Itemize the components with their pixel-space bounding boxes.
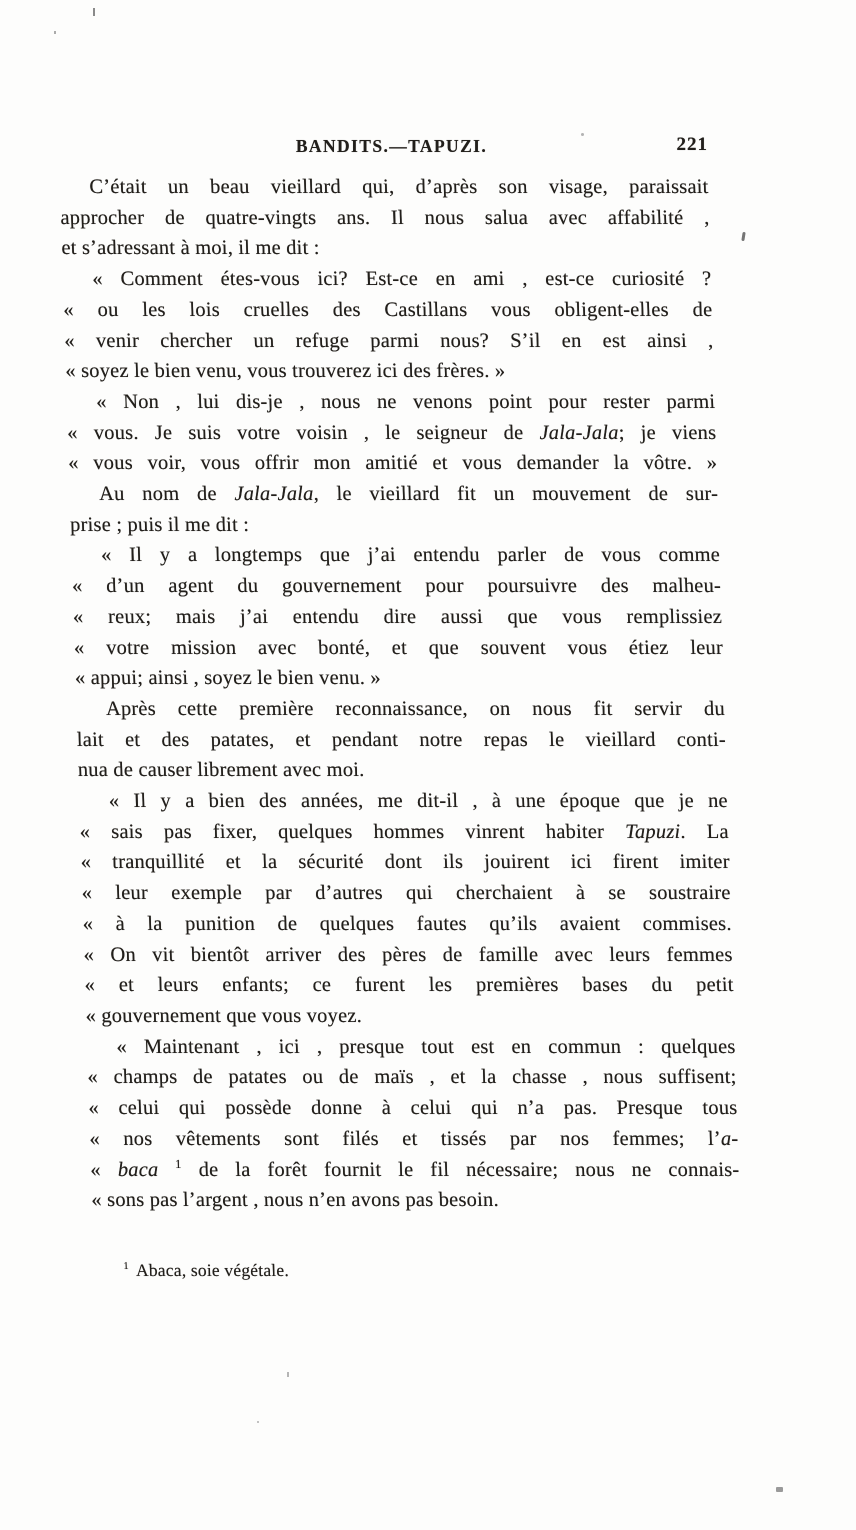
text-segment: « Maintenant , ici , presque tout est en commun : quelques bbox=[116, 1035, 736, 1058]
footnote-text: Abaca, soie végétale. bbox=[135, 1259, 290, 1280]
text-segment: « à la punition de quelques fautes qu’ils avaient commises. bbox=[82, 912, 732, 935]
text-line bbox=[59, 172, 709, 203]
text-segment: « tranquillité et la sécurité dont ils jouirent ici firent imiter bbox=[80, 851, 731, 874]
text-line bbox=[85, 1001, 735, 1032]
text-segment: « celui qui possède donne à celui qui n’a pas. Presque tous bbox=[88, 1097, 738, 1120]
text-line bbox=[64, 326, 714, 357]
text-line bbox=[67, 418, 717, 449]
text-line bbox=[83, 940, 733, 971]
text-segment: lait et des patates, et pendant notre repas le vieillard conti- bbox=[76, 728, 727, 751]
scan-speck bbox=[581, 133, 584, 136]
text-segment: « nos vêtements sont filés et tissés par nos femmes; l’ bbox=[89, 1127, 722, 1150]
page-body bbox=[59, 172, 743, 1282]
scan-speck bbox=[287, 1372, 289, 1377]
chapter-title: BANDITS.—TAPUZI. bbox=[295, 136, 488, 156]
text-line bbox=[91, 1185, 741, 1216]
text-segment: approcher de quatre-vingts ans. Il nous salua avec affabilité , bbox=[60, 206, 710, 229]
page-number: 221 bbox=[676, 134, 708, 155]
running-head bbox=[59, 136, 708, 162]
text-line bbox=[80, 847, 730, 878]
text-segment: et s’adressant à moi, il me dit : bbox=[61, 237, 320, 260]
text-line bbox=[82, 909, 732, 940]
scan-speck bbox=[741, 232, 745, 241]
text-line bbox=[78, 786, 728, 817]
text-line bbox=[77, 755, 727, 786]
text-segment: « sons pas l’argent , nous n’en avons pas besoin. bbox=[90, 1189, 500, 1212]
footnote-marker: 1 bbox=[123, 1261, 130, 1273]
text-line bbox=[73, 633, 723, 664]
text-segment: Au nom de bbox=[98, 483, 235, 506]
scan-speck bbox=[93, 8, 95, 16]
text-line bbox=[87, 1062, 737, 1093]
text-segment: Après cette première reconnaissance, on nous fit servir du bbox=[105, 697, 726, 720]
text-segment: ; je viens bbox=[618, 421, 717, 444]
text-line bbox=[73, 602, 723, 633]
text-segment: C’était un beau vieillard qui, d’après son visage, paraissait bbox=[89, 176, 709, 198]
text-line bbox=[68, 448, 718, 479]
text-segment: « leur exemple par d’autres qui cherchaient à se soustraire bbox=[81, 882, 732, 905]
italic-term: Tapuzi bbox=[624, 820, 681, 843]
text-segment: « ou les lois cruelles des Castillans vous obligent-elles de bbox=[62, 298, 713, 321]
text-segment: « soyez le bien venu, vous trouverez ici des frères. » bbox=[64, 360, 506, 383]
text-line bbox=[86, 1032, 736, 1063]
text-segment: « venir chercher un refuge parmi nous? S’il en est ainsi , bbox=[63, 329, 714, 352]
text-line bbox=[66, 387, 716, 418]
text-line bbox=[70, 510, 720, 541]
text-segment: « On vit bientôt arriver des pères de famille avec leurs femmes bbox=[83, 943, 733, 966]
text-line bbox=[84, 970, 734, 1001]
text-line bbox=[76, 725, 726, 756]
footnote-reference: 1 bbox=[174, 1156, 182, 1171]
text-line bbox=[61, 233, 711, 264]
text-line bbox=[88, 1093, 738, 1124]
scan-speck bbox=[54, 31, 56, 34]
text-segment: « votre mission avec bonté, et que souvent vous étiez leur bbox=[73, 636, 724, 659]
text-segment: , le vieillard fit un mouvement de sur- bbox=[313, 483, 719, 506]
text-segment: « vous voir, vous offrir mon amitié et vous demander la vôtre. » bbox=[67, 452, 718, 475]
text-line bbox=[60, 203, 710, 234]
text-segment: « reux; mais j’ai entendu dire aussi que vous remplissiez bbox=[72, 605, 723, 628]
scan-speck bbox=[776, 1487, 783, 1492]
italic-term: Jala-Jala bbox=[233, 483, 314, 506]
text-line bbox=[81, 878, 731, 909]
text-line bbox=[62, 264, 712, 295]
text-segment: nua de causer librement avec moi. bbox=[77, 759, 365, 782]
text-line bbox=[72, 571, 722, 602]
text-segment: « Il y a bien des années, me dit-il , à une époque que je ne bbox=[108, 790, 729, 813]
text-segment: « et leurs enfants; ce furent les premières bases du petit bbox=[84, 974, 734, 997]
text-line bbox=[69, 479, 719, 510]
text-line bbox=[74, 663, 724, 694]
text-segment: « bbox=[90, 1158, 119, 1181]
text-segment: « sais pas fixer, quelques hommes vinrent habiter bbox=[79, 820, 626, 843]
italic-term: a- bbox=[720, 1127, 739, 1150]
text-segment: prise ; puis il me dit : bbox=[69, 513, 250, 536]
text-segment: de la forêt fournit le fil nécessaire; nous ne connais- bbox=[181, 1158, 740, 1181]
text-segment: « Comment étes-vous ici? Est-ce en ami , est-ce curiosité ? bbox=[92, 268, 712, 291]
italic-term: Jala-Jala bbox=[539, 421, 619, 444]
footnote bbox=[93, 1258, 743, 1282]
text-segment: « champs de patates ou de maïs , et la chasse , nous suffisent; bbox=[87, 1066, 737, 1089]
italic-term: baca bbox=[117, 1158, 176, 1181]
text-segment: « Il y a longtemps que j’ai entendu parler de vous comme bbox=[100, 544, 721, 567]
text-line bbox=[75, 694, 725, 725]
text-line bbox=[90, 1155, 740, 1186]
text-segment: . La bbox=[679, 820, 730, 843]
text-segment: « appui; ainsi , soyez le bien venu. » bbox=[74, 667, 382, 690]
text-line bbox=[65, 356, 715, 387]
text-line bbox=[71, 540, 721, 571]
text-line bbox=[79, 817, 729, 848]
text-segment: « d’un agent du gouvernement pour poursuivre des malheu- bbox=[71, 575, 722, 598]
text-line bbox=[63, 295, 713, 326]
text-segment: « Non , lui dis-je , nous ne venons point pour rester parmi bbox=[95, 390, 716, 413]
scan-speck bbox=[257, 1421, 259, 1423]
text-line bbox=[89, 1124, 739, 1155]
text-segment: « vous. Je suis votre voisin , le seigneur de bbox=[66, 421, 540, 444]
text-segment: « gouvernement que vous voyez. bbox=[85, 1004, 363, 1027]
